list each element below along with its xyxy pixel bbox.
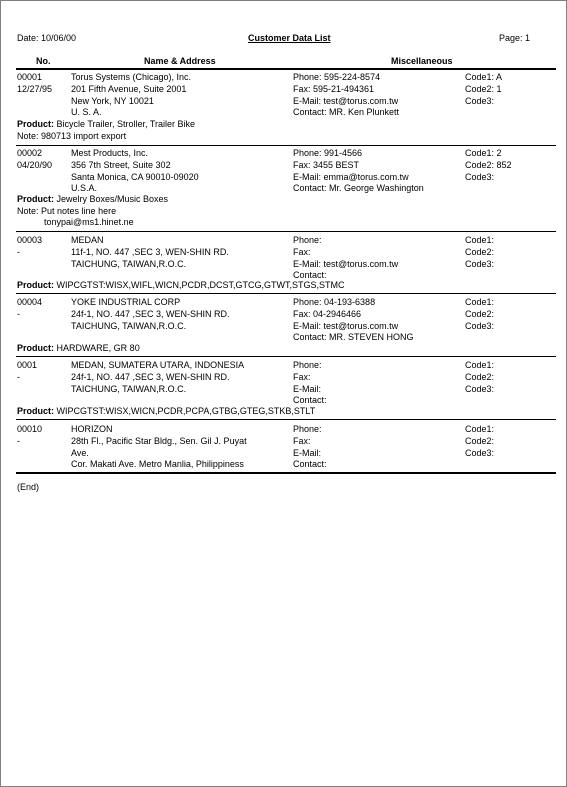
address-line: 28th Fl., Pacific Star Bldg., Sen. Gil J. Puyat <box>71 435 247 446</box>
address-line: 356 7th Street, Suite 302 <box>71 159 171 170</box>
code-line: Code2: <box>465 435 495 446</box>
record-misc <box>293 297 414 344</box>
record-product <box>17 280 345 291</box>
misc-line: Fax: <box>293 371 311 382</box>
record-codes <box>465 148 512 183</box>
record-address <box>71 148 199 195</box>
record-codes <box>465 235 494 270</box>
record-divider <box>16 419 556 420</box>
address-line: Mest Products, Inc. <box>71 148 149 158</box>
record-note-continued: tonypai@ms1.hinet.ne <box>44 217 134 227</box>
code-line: Code3: <box>465 95 495 106</box>
page-number: Page: 1 <box>499 33 531 43</box>
product-value: Bicycle Trailer, Stroller, Trailer Bike <box>56 119 196 129</box>
header-divider <box>16 68 556 70</box>
record-number: 00001 <box>17 72 43 82</box>
record-misc <box>293 72 399 119</box>
record-product <box>17 194 168 205</box>
misc-line: Phone: 595-224-8574 <box>293 72 381 82</box>
record-date: - <box>17 372 20 382</box>
address-line: TAICHUNG, TAIWAN,R.O.C. <box>71 320 187 331</box>
record-address <box>71 297 230 332</box>
address-line: New York, NY 10021 <box>71 95 154 106</box>
code-line: Code2: <box>465 308 495 319</box>
product-value: Jewelry Boxes/Music Boxes <box>56 194 169 204</box>
record-divider <box>16 356 556 357</box>
record-date: 12/27/95 <box>17 84 53 94</box>
record-misc <box>293 148 424 195</box>
address-line: 201 Fifth Avenue, Suite 2001 <box>71 83 187 94</box>
record-date: - <box>17 247 20 257</box>
product-label: Product: <box>17 119 54 129</box>
code-line: Code1: <box>465 235 495 245</box>
record-number: 00002 <box>17 148 43 158</box>
record-misc <box>293 424 327 471</box>
record-divider <box>16 231 556 232</box>
record-address <box>71 360 244 395</box>
misc-line: Contact: <box>293 395 327 406</box>
record-divider <box>16 293 556 294</box>
record-divider <box>16 145 556 146</box>
column-header-name-address: Name & Address <box>144 56 216 66</box>
misc-line: Phone: <box>293 235 322 245</box>
misc-line: Phone: 04-193-6388 <box>293 297 376 307</box>
code-line: Code1: <box>465 360 495 370</box>
record-codes <box>465 297 494 332</box>
address-line: Santa Monica, CA 90010-09020 <box>71 171 199 182</box>
record-date: 04/20/90 <box>17 160 53 170</box>
misc-line: Fax: <box>293 246 311 257</box>
address-line: HORIZON <box>71 424 113 434</box>
misc-line: E-Mail: <box>293 383 322 394</box>
misc-line: Contact: <box>293 459 327 470</box>
record-number: 00004 <box>17 297 43 307</box>
address-line: 24f-1, NO. 447 ,SEC 3, WEN-SHIN RD. <box>71 308 230 319</box>
address-line: TAICHUNG, TAIWAN,R.O.C. <box>71 258 187 269</box>
misc-line: E-Mail: emma@torus.com.tw <box>293 171 409 182</box>
column-header-misc: Miscellaneous <box>391 56 453 66</box>
misc-line: E-Mail: test@torus.com.tw <box>293 95 399 106</box>
misc-line: E-Mail: test@torus.com.tw <box>293 258 399 269</box>
product-label: Product: <box>17 343 54 353</box>
product-value: HARDWARE, GR 80 <box>56 343 140 353</box>
misc-line: Contact: Mr. George Washington <box>293 183 424 194</box>
misc-line: Fax: <box>293 435 311 446</box>
address-line: MEDAN <box>71 235 104 245</box>
address-line: U.S.A. <box>71 183 98 194</box>
product-label: Product: <box>17 280 54 290</box>
code-line: Code2: <box>465 371 495 382</box>
column-header-no: No. <box>36 56 51 66</box>
address-line: MEDAN, SUMATERA UTARA, INDONESIA <box>71 360 245 370</box>
record-number: 0001 <box>17 360 38 370</box>
record-address <box>71 72 191 119</box>
code-line: Code3: <box>465 383 495 394</box>
code-line: Code1: 2 <box>465 148 502 158</box>
misc-line: E-Mail: <box>293 447 322 458</box>
record-address <box>71 235 229 270</box>
record-misc <box>293 235 398 282</box>
note-label: Note: <box>17 206 39 216</box>
product-label: Product: <box>17 406 54 416</box>
address-line: TAICHUNG, TAIWAN,R.O.C. <box>71 383 187 394</box>
misc-line: Fax: 04-2946466 <box>293 308 362 319</box>
code-line: Code2: 852 <box>465 159 512 170</box>
product-value: WIPCGTST:WISX,WICN,PCDR,PCPA,GTBG,GTEG,STKB,STLT <box>56 406 316 416</box>
record-note <box>17 206 116 217</box>
record-product <box>17 343 140 354</box>
record-codes <box>465 72 502 107</box>
record-product <box>17 406 315 417</box>
record-date: - <box>17 309 20 319</box>
record-codes <box>465 360 494 395</box>
code-line: Code2: <box>465 246 495 257</box>
record-codes <box>465 424 494 459</box>
report-title: Customer Data List <box>248 33 331 43</box>
record-address <box>71 424 247 471</box>
misc-line: E-Mail: test@torus.com.tw <box>293 320 399 331</box>
end-marker: (End) <box>17 482 40 492</box>
product-label: Product: <box>17 194 54 204</box>
misc-line: Phone: <box>293 360 322 370</box>
product-value: WIPCGTST:WISX,WIFL,WICN,PCDR,DCST,GTCG,GTWT,STGS,STMC <box>56 280 345 290</box>
record-misc <box>293 360 327 407</box>
address-line: YOKE INDUSTRIAL CORP <box>71 297 181 307</box>
record-number: 00003 <box>17 235 43 245</box>
code-line: Code2: 1 <box>465 83 502 94</box>
code-line: Code1: <box>465 297 495 307</box>
address-line: U. S. A. <box>71 107 102 118</box>
misc-line: Phone: 991-4566 <box>293 148 363 158</box>
code-line: Code1: <box>465 424 495 434</box>
code-line: Code3: <box>465 320 495 331</box>
code-line: Code3: <box>465 258 495 269</box>
address-line: 11f-1, NO. 447 ,SEC 3, WEN-SHIN RD. <box>71 246 229 257</box>
table-bottom-rule <box>16 472 556 474</box>
misc-line: Contact: <box>293 270 327 281</box>
address-line: Cor. Makati Ave. Metro Manlia, Philippiness <box>71 459 244 470</box>
note-value: 980713 import export <box>41 131 127 141</box>
record-number: 00010 <box>17 424 43 434</box>
note-value: Put notes line here <box>41 206 117 216</box>
misc-line: Fax: 595-21-494361 <box>293 83 375 94</box>
misc-line: Phone: <box>293 424 322 434</box>
record-date: - <box>17 436 20 446</box>
note-label: Note: <box>17 131 39 141</box>
misc-line: Contact: MR. STEVEN HONG <box>293 332 414 343</box>
report-date: Date: 10/06/00 <box>17 33 77 43</box>
record-note <box>17 131 126 142</box>
code-line: Code1: A <box>465 72 503 82</box>
misc-line: Contact: MR. Ken Plunkett <box>293 107 400 118</box>
address-line: 24f-1, NO. 447 ,SEC 3, WEN-SHIN RD. <box>71 371 230 382</box>
code-line: Code3: <box>465 447 495 458</box>
address-line: Ave. <box>71 447 89 458</box>
code-line: Code3: <box>465 171 495 182</box>
misc-line: Fax: 3455 BEST <box>293 159 360 170</box>
address-line: Torus Systems (Chicago), Inc. <box>71 72 192 82</box>
record-product <box>17 119 195 130</box>
